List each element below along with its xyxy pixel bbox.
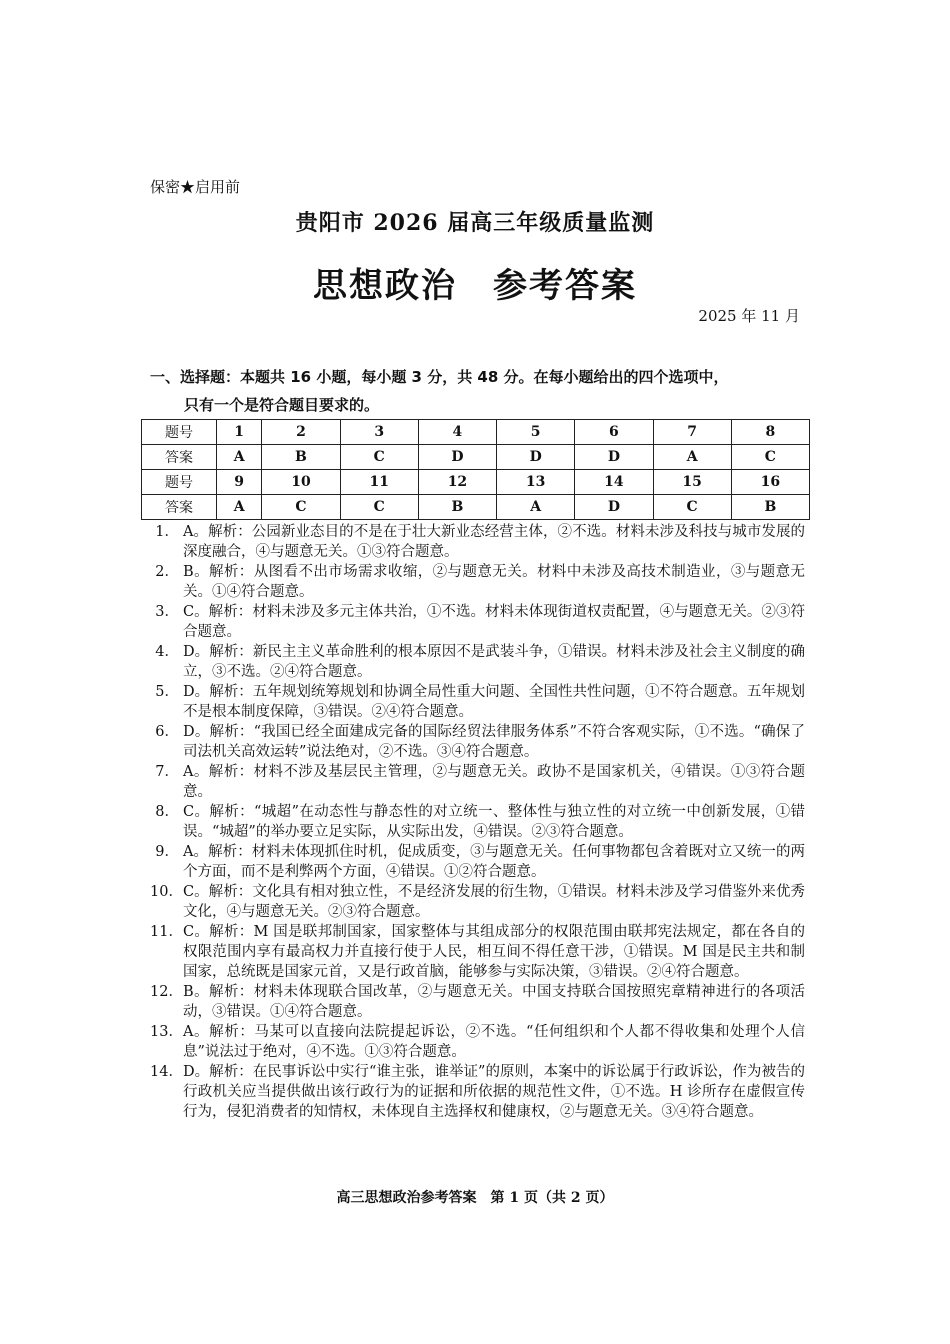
item-text: B。解析：材料未体现联合国改革，②与题意无关。中国支持联合国按照宪章精神进行的各项活动，③错误。①④符合题意。: [183, 984, 805, 1020]
item-text: D。解析：在民事诉讼中实行“谁主张，谁举证”的原则，本案中的诉讼属于行政诉讼，作为被告的行政机关应当提供做出该行政行为的证据和所依据的规范性文件，①不选。H 诊所存在虚假宣传行为，侵犯消费者的知情权，未体现自主选择权和健康权，②与题意无关。③④符合题意。: [183, 1064, 805, 1120]
item-number: 8．: [155, 804, 179, 820]
explanation-item: [150, 1022, 805, 1062]
answer-cell: D: [575, 445, 653, 470]
exam-title: 贵阳市 2026 届高三年级质量监测: [295, 210, 655, 236]
item-number: 1．: [155, 524, 179, 540]
explanation-item: [150, 802, 805, 842]
explanation-item: [150, 522, 805, 562]
item-text: A。解析：马某可以直接向法院提起诉讼，②不选。“任何组织和个人都不得收集和处理个人信息”说法过于绝对，④不选。①③符合题意。: [183, 1024, 805, 1060]
row-label: 答案: [142, 445, 217, 470]
answer-row: [142, 445, 810, 470]
question-number: 7: [653, 420, 731, 445]
item-number: 12．: [150, 984, 183, 1000]
answer-key-title: 思想政治 参考答案: [313, 266, 637, 306]
answer-cell: C: [731, 445, 809, 470]
item-text: C。解析：“城超”在动态性与静态性的对立统一、整体性与独立性的对立统一中创新发展，①错误。“城超”的举办要立足实际，从实际出发，④错误。②③符合题意。: [183, 804, 805, 840]
item-text: A。解析：公园新业态目的不是在于壮大新业态经营主体，②不选。材料未涉及科技与城市发展的深度融合，④与题意无关。①③符合题意。: [183, 524, 805, 560]
explanation-item: [150, 922, 805, 982]
answer-row: [142, 495, 810, 520]
explanation-item: [150, 1062, 805, 1122]
item-number: 10．: [150, 884, 183, 900]
question-number: 13: [497, 470, 575, 495]
answer-cell: C: [340, 445, 418, 470]
explanation-item: [150, 602, 805, 642]
confidential-label: 保密★启用前: [150, 178, 241, 196]
answer-cell: A: [653, 445, 731, 470]
page-footer: 高三思想政治参考答案 第 1 页（共 2 页）: [336, 1190, 614, 1206]
item-number: 13．: [150, 1024, 183, 1040]
row-label: 题号: [142, 470, 217, 495]
item-number: 2．: [155, 564, 179, 580]
row-label: 题号: [142, 420, 217, 445]
explanation-list: [150, 522, 805, 1122]
question-number-row: [142, 470, 810, 495]
document-date: 2025 年 11 月: [698, 307, 800, 325]
item-text: A。解析：材料未体现抓住时机，促成质变，③与题意无关。任何事物都包含着既对立又统一的两个方面，而不是利弊两个方面，④错误。①②符合题意。: [183, 844, 805, 880]
question-number: 10: [262, 470, 340, 495]
item-number: 3．: [155, 604, 179, 620]
question-number: 5: [497, 420, 575, 445]
item-text: D。解析：“我国已经全面建成完备的国际经贸法律服务体系”不符合客观实际，①不选。“确保了司法机关高效运转”说法绝对，②不选。③④符合题意。: [183, 724, 805, 760]
answer-cell: A: [217, 445, 262, 470]
item-number: 7．: [155, 764, 179, 780]
question-number: 6: [575, 420, 653, 445]
explanation-item: [150, 982, 805, 1022]
question-number: 3: [340, 420, 418, 445]
question-number: 8: [731, 420, 809, 445]
question-number: 14: [575, 470, 653, 495]
section-heading-line2: 只有一个是符合题目要求的。: [184, 396, 380, 414]
explanation-item: [150, 762, 805, 802]
item-text: D。解析：五年规划统筹规划和协调全局性重大问题、全国性共性问题，①不符合题意。五年规划不是根本制度保障，③错误。②④符合题意。: [183, 684, 805, 720]
answer-cell: D: [575, 495, 653, 520]
answer-cell: B: [418, 495, 496, 520]
item-number: 11．: [150, 924, 183, 940]
item-text: C。解析：材料未涉及多元主体共治，①不选。材料未体现街道权责配置，④与题意无关。②③符合题意。: [183, 604, 805, 640]
explanation-item: [150, 642, 805, 682]
question-number: 4: [418, 420, 496, 445]
item-number: 9．: [155, 844, 179, 860]
answer-cell: B: [262, 445, 340, 470]
section-heading: [150, 363, 810, 419]
item-text: A。解析：材料不涉及基层民主管理，②与题意无关。政协不是国家机关，④错误。①③符合题意。: [183, 764, 805, 800]
question-number: 16: [731, 470, 809, 495]
item-text: D。解析：新民主主义革命胜利的根本原因不是武装斗争，①错误。材料未涉及社会主义制度的确立，③不选。②④符合题意。: [183, 644, 805, 680]
question-number: 1: [217, 420, 262, 445]
item-number: 14．: [150, 1064, 183, 1080]
explanation-item: [150, 722, 805, 762]
question-number: 15: [653, 470, 731, 495]
answer-cell: C: [340, 495, 418, 520]
answer-cell: C: [653, 495, 731, 520]
answer-cell: A: [217, 495, 262, 520]
answer-table: [141, 419, 810, 520]
explanation-item: [150, 882, 805, 922]
item-number: 5．: [155, 684, 179, 700]
question-number: 12: [418, 470, 496, 495]
explanation-item: [150, 842, 805, 882]
item-number: 6．: [155, 724, 179, 740]
item-text: C。解析：M 国是联邦制国家，国家整体与其组成部分的权限范围由联邦宪法规定，都在各自的权限范围内享有最高权力并直接行使于人民，相互间不得任意干涉，①错误。M 国是民主共和制国家，总统既是国家元首，又是行政首脑，能够参与实际决策，③错误。②④符合题意。: [183, 924, 805, 980]
row-label: 答案: [142, 495, 217, 520]
question-number-row: [142, 420, 810, 445]
question-number: 11: [340, 470, 418, 495]
answer-cell: C: [262, 495, 340, 520]
question-number: 2: [262, 420, 340, 445]
explanation-item: [150, 682, 805, 722]
answer-cell: D: [497, 445, 575, 470]
item-text: B。解析：从图看不出市场需求收缩，②与题意无关。材料中未涉及高技术制造业，③与题意无关。①④符合题意。: [183, 564, 805, 600]
question-number: 9: [217, 470, 262, 495]
answer-cell: A: [497, 495, 575, 520]
answer-cell: B: [731, 495, 809, 520]
explanation-item: [150, 562, 805, 602]
item-text: C。解析：文化具有相对独立性，不是经济发展的衍生物，①错误。材料未涉及学习借鉴外来优秀文化，④与题意无关。②③符合题意。: [183, 884, 805, 920]
section-heading-line1: 一、选择题：本题共 16 小题，每小题 3 分，共 48 分。在每小题给出的四个选项中，: [150, 368, 729, 386]
answer-cell: D: [418, 445, 496, 470]
item-number: 4．: [155, 644, 179, 660]
